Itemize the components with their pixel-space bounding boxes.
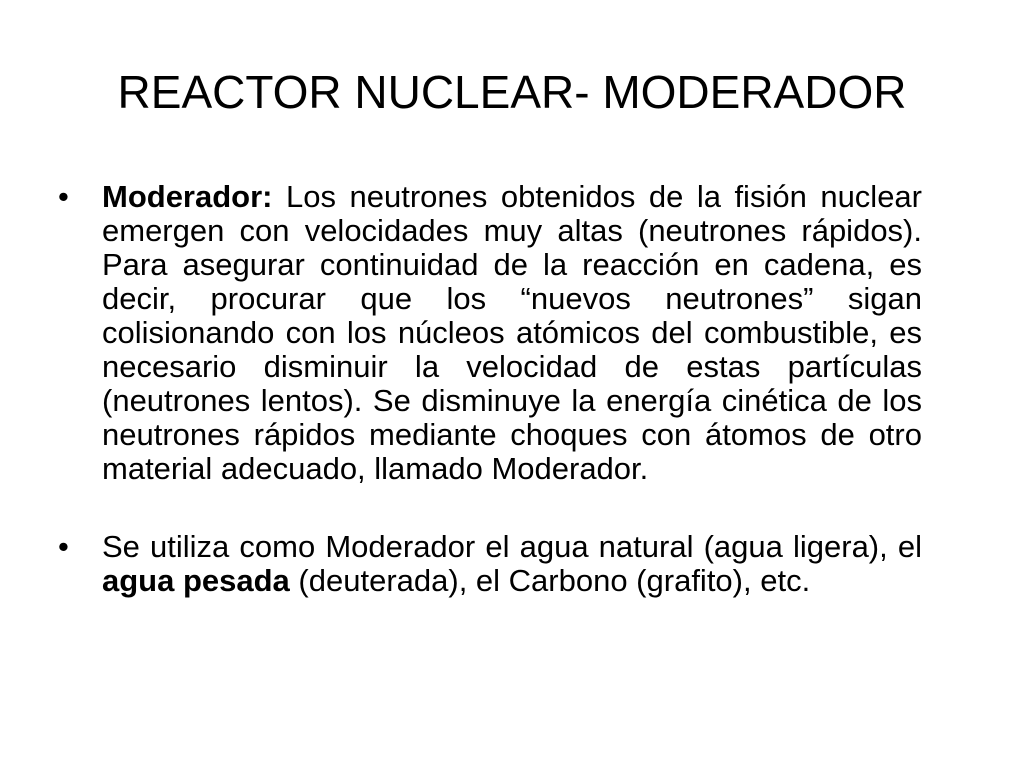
bullet-text: Los neutrones obtenidos de la fisión nuclear emergen con velocidades muy altas (neutrones rápidos). Para asegurar continuidad de la reacción en cadena, es decir, procurar que los “nuevos neutrones” sigan colisionando con los núcleos atómicos del combustible, es necesario disminuir la velocidad de estas partículas (neutrones lentos). Se disminuye la energía cinética de los neutrones rápidos mediante choques con átomos de otro material adecuado, llamado Moderador.: [102, 179, 922, 486]
bullet-item-uses: [58, 530, 922, 598]
slide-title: REACTOR NUCLEAR- MODERADOR: [117, 66, 907, 118]
bullet-icon: •: [58, 179, 69, 214]
bullet-text-after: (deuterada), el Carbono (grafito), etc.: [289, 563, 811, 598]
bullet-bold-lead: Moderador:: [102, 179, 273, 214]
bullet-text-before: Se utiliza como Moderador el agua natural (agua ligera), el: [102, 529, 922, 564]
bullet-bold-term: agua pesada: [102, 563, 290, 598]
bullet-item-moderador: [58, 180, 922, 486]
bullet-list: [58, 180, 922, 598]
bullet-icon: •: [58, 529, 69, 564]
